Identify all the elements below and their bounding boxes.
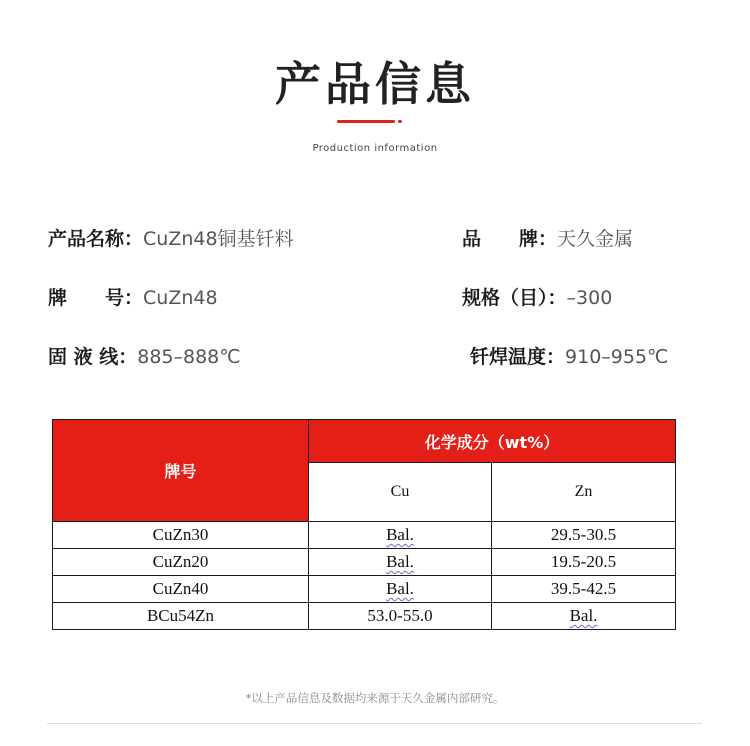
cu-cell <box>309 549 492 576</box>
title-underline-decoration <box>337 119 417 125</box>
info-brazing-temp <box>470 342 668 369</box>
cu-cell <box>309 522 492 549</box>
brand-label: 品 牌： <box>462 228 558 250</box>
zn-cell-value: Bal. <box>569 606 598 625</box>
product-name-label: 产品名称： <box>48 228 144 250</box>
page-subtitle: Production information <box>312 143 438 154</box>
cu-cell-value: Bal. <box>386 552 414 571</box>
cu-column-header: Cu <box>309 463 492 522</box>
table-row <box>53 603 676 630</box>
solidus-label: 固 液 线： <box>48 346 138 368</box>
bottom-divider <box>47 723 702 724</box>
zn-cell: 29.5-30.5 <box>492 522 676 549</box>
table-row <box>53 576 676 603</box>
info-spec <box>462 283 612 310</box>
zn-cell <box>492 603 676 630</box>
grade-cell: BCu54Zn <box>53 603 309 630</box>
zn-cell: 19.5-20.5 <box>492 549 676 576</box>
zn-column-header: Zn <box>492 463 676 522</box>
grade-label: 牌 号： <box>48 287 144 309</box>
brand-value: 天久金属 <box>557 228 634 250</box>
composition-column-header: 化学成分（wt%） <box>309 420 676 463</box>
data-source-footnote: *以上产品信息及数据均来源于天久金属内部研究。 <box>245 691 505 705</box>
cu-cell-value: Bal. <box>386 525 414 544</box>
cu-cell-value: Bal. <box>386 579 414 598</box>
composition-table <box>52 419 676 630</box>
zn-cell: 39.5-42.5 <box>492 576 676 603</box>
info-brand <box>462 224 633 251</box>
page-title: 产品信息 <box>275 57 475 111</box>
table-row <box>53 522 676 549</box>
info-solidus-liquidus <box>48 342 241 369</box>
brazing-temp-label: 钎焊温度： <box>470 346 566 368</box>
product-name-value: CuZn48铜基钎料 <box>143 228 294 250</box>
cu-cell: 53.0-55.0 <box>309 603 492 630</box>
grade-cell: CuZn30 <box>53 522 309 549</box>
grade-cell: CuZn40 <box>53 576 309 603</box>
grade-cell: CuZn20 <box>53 549 309 576</box>
info-grade <box>48 283 218 310</box>
title-underline-dot <box>398 120 402 123</box>
grade-column-header: 牌号 <box>53 420 309 522</box>
grade-value: CuZn48 <box>143 287 218 309</box>
brazing-temp-value: 910–955℃ <box>565 346 669 368</box>
spec-value: –300 <box>566 287 613 309</box>
title-underline-bar <box>337 120 395 123</box>
solidus-value: 885–888℃ <box>137 346 241 368</box>
info-product-name <box>48 224 294 251</box>
cu-cell <box>309 576 492 603</box>
table-row <box>53 549 676 576</box>
spec-label: 规格（目）： <box>462 287 567 309</box>
